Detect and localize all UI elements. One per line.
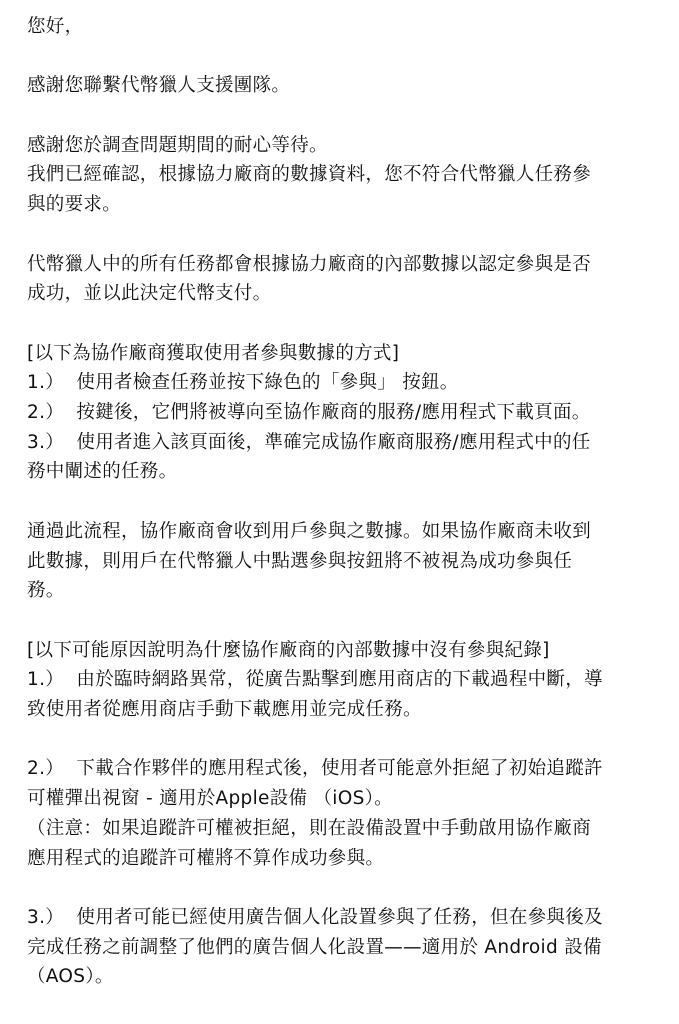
paragraph-spacer — [27, 873, 657, 903]
paragraph-spacer — [27, 725, 657, 755]
method-step-2: 2.） 按鍵後，它們將被導向至協作廠商的服務/應用程式下載頁面。 — [27, 402, 591, 424]
process-note-paragraph: 通過此流程，協作廠商會收到用戶參與之數據。如果協作廠商未收到 此數據，則用戶在代幣獵人中點選參與按鈕將不被視為成功參與任 務。 — [27, 520, 592, 602]
thanks-patience-line: 感謝您於調查問題期間的耐心等待。 — [27, 134, 328, 156]
method-heading: [以下為協作廠商獲取使用者參與數據的方式] — [27, 342, 400, 364]
reason-1: 1.） 由於臨時網路異常，從廣告點擊到應用商店的下載過程中斷，導 致使用者從應用商店手動下載應用並完成任務。 — [27, 669, 603, 721]
support-email-body — [27, 12, 657, 992]
method-step-3: 3.） 使用者進入該頁面後，準確完成協作廠商服務/應用程式中的任 務中闡述的任務。 — [27, 431, 591, 483]
reason-3: 3.） 使用者可能已經使用廣告個人化設置參與了任務，但在參與後及 完成任務之前調整了他們的廣告個人化設置——適用於 Android 設備 （AOS）。 — [27, 906, 603, 988]
policy-paragraph: 代幣獵人中的所有任務都會根據協力廠商的內部數據以認定參與是否 成功，並以此決定代幣支付。 — [27, 253, 592, 305]
method-step-1: 1.） 使用者檢查任務並按下綠色的「參與」 按鈕。 — [27, 372, 459, 394]
reason-2-note: （注意：如果追蹤許可權被拒絕，則在設備設置中手動啟用協作廠商 應用程式的追蹤許可權將不算作成功參與。 — [27, 817, 592, 869]
paragraph-spacer — [27, 606, 657, 636]
reason-2: 2.） 下載合作夥伴的應用程式後，使用者可能意外拒絕了初始追蹤許 可權彈出視窗 - 適用於Apple設備 （iOS）。 — [27, 758, 603, 810]
greeting: 您好， — [27, 16, 84, 37]
confirmation-paragraph: 我們已經確認，根據協力廠商的數據資料，您不符合代幣獵人任務參 與的要求。 — [27, 164, 592, 216]
paragraph-spacer — [27, 42, 657, 72]
paragraph-spacer — [27, 220, 657, 250]
paragraph-spacer — [27, 487, 657, 517]
thanks-contact-paragraph: 感謝您聯繫代幣獵人支援團隊。 — [27, 75, 291, 97]
paragraph-spacer — [27, 309, 657, 339]
paragraph-spacer — [27, 101, 657, 131]
reasons-heading: [以下可能原因說明為什麼協作廠商的內部數據中沒有參與紀錄] — [27, 639, 550, 661]
